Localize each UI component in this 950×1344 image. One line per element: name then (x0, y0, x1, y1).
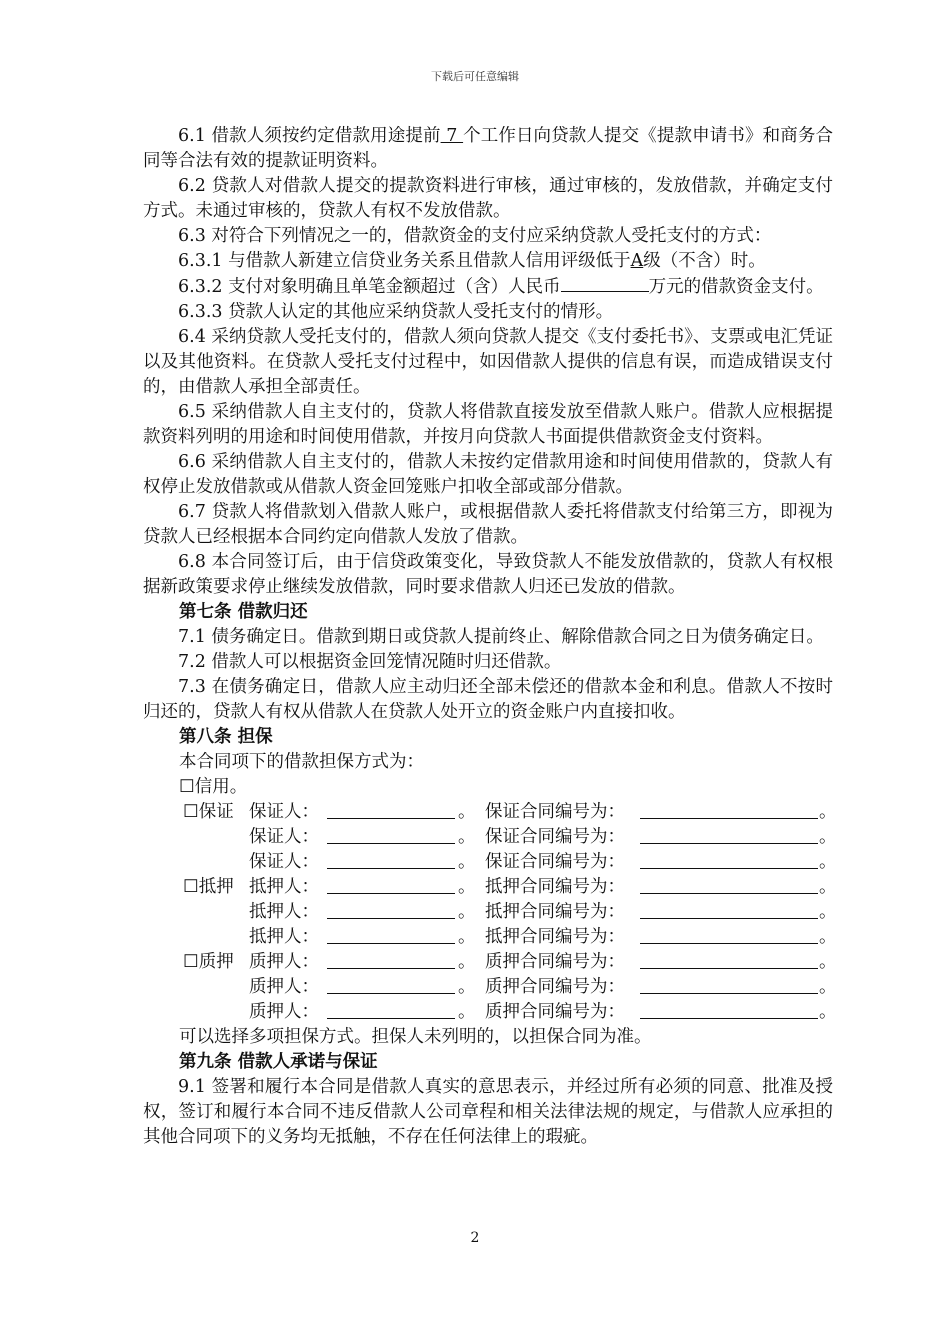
clause-text: 6.1 借款人须按约定借款用途提前 (178, 126, 441, 146)
guarantee-row (143, 1000, 837, 1025)
end-mark: 。 (819, 902, 837, 922)
contract-blank (640, 875, 818, 894)
article-9-heading: 第九条 借款人承诺与保证 (179, 1052, 378, 1072)
party-blank (327, 825, 455, 844)
party-label: 保证人： (249, 802, 319, 822)
guarantee-row (143, 800, 837, 825)
end-mark: 。 (819, 977, 837, 997)
end-mark: 。 (458, 1002, 476, 1022)
guarantee-type: ☐保证 (183, 802, 234, 822)
clause-7-2: 7.2 借款人可以根据资金回笼情况随时归还借款。 (178, 652, 562, 672)
guarantee-type: ☐抵押 (183, 877, 234, 897)
clause-6-7: 6.7 贷款人将借款划入借款人账户，或根据借款人委托将借款支付给第三方，即视为贷款人已经根据本合同约定向借款人发放了借款。 (143, 502, 833, 547)
amount-blank (561, 274, 649, 292)
contract-label: 保证合同编号为： (485, 802, 625, 822)
end-mark: 。 (458, 877, 476, 897)
article-8-heading: 第八条 担保 (179, 727, 273, 747)
header-note: 下载后可任意编辑 (431, 70, 519, 83)
contract-blank (640, 900, 818, 919)
party-blank (327, 925, 455, 944)
clause-text: 级（不含）时。 (643, 251, 766, 271)
clause-text: 万元的借款资金支付。 (648, 277, 824, 297)
party-blank (327, 875, 455, 894)
clause-6-1 (143, 124, 833, 174)
party-label: 质押人： (249, 977, 319, 997)
document-body (143, 124, 837, 1150)
end-mark: 。 (458, 977, 476, 997)
party-label: 抵押人： (249, 927, 319, 947)
contract-label: 质押合同编号为： (485, 977, 625, 997)
clause-text: 6.3.1 与借款人新建立信贷业务关系且借款人信用评级低于 (178, 251, 631, 271)
guarantee-row (143, 900, 837, 925)
end-mark: 。 (458, 827, 476, 847)
article-7-heading: 第七条 借款归还 (179, 602, 308, 622)
contract-blank (640, 1000, 818, 1019)
party-blank (327, 1000, 455, 1019)
clause-6-5: 6.5 采纳借款人自主支付的，贷款人将借款直接发放至借款人账户。借款人应根据提款资料列明的用途和时间使用借款，并按月向贷款人书面提供借款资金支付资料。 (143, 402, 833, 447)
party-blank (327, 975, 455, 994)
end-mark: 。 (819, 827, 837, 847)
contract-label: 抵押合同编号为： (485, 902, 625, 922)
end-mark: 。 (458, 802, 476, 822)
guarantee-row (143, 875, 837, 900)
end-mark: 。 (819, 852, 837, 872)
clause-6-8: 6.8 本合同签订后，由于信贷政策变化，导致贷款人不能发放借款的，贷款人有权根据新政策要求停止继续发放借款，同时要求借款人归还已发放的借款。 (143, 552, 833, 597)
clause-6-2: 6.2 贷款人对借款人提交的提款资料进行审核，通过审核的，发放借款，并确定支付方式。未通过审核的，贷款人有权不发放借款。 (143, 176, 833, 221)
clause-text: 6.3.2 支付对象明确且单笔金额超过（含）人民币 (178, 277, 561, 297)
end-mark: 。 (458, 952, 476, 972)
party-label: 抵押人： (249, 902, 319, 922)
credit-option: ☐信用。 (179, 777, 248, 797)
credit-grade-value: A (630, 251, 644, 271)
guarantee-type: ☐质押 (183, 952, 234, 972)
end-mark: 。 (458, 852, 476, 872)
contract-label: 抵押合同编号为： (485, 927, 625, 947)
days-value: 7 (440, 126, 464, 146)
contract-label: 保证合同编号为： (485, 827, 625, 847)
end-mark: 。 (819, 1002, 837, 1022)
guarantee-row (143, 975, 837, 1000)
party-blank (327, 800, 455, 819)
contract-blank (640, 950, 818, 969)
end-mark: 。 (458, 927, 476, 947)
guarantee-table (143, 800, 837, 1025)
clause-7-3: 7.3 在债务确定日，借款人应主动归还全部未偿还的借款本金和利息。借款人不按时归还的，贷款人有权从借款人在贷款人处开立的资金账户内直接扣收。 (143, 677, 833, 722)
clause-text: 个工作日向贷款人提交《提款申请书》和商务合同等合法有效的提款证明资料。 (143, 126, 833, 171)
guarantee-row (143, 850, 837, 875)
clause-6-3-3: 6.3.3 贷款人认定的其他应采纳贷款人受托支付的情形。 (178, 302, 614, 322)
party-blank (327, 850, 455, 869)
party-label: 保证人： (249, 852, 319, 872)
clause-6-4: 6.4 采纳贷款人受托支付的，借款人须向贷款人提交《支付委托书》、支票或电汇凭证以及其他资料。在贷款人受托支付过程中，如因借款人提供的信息有误，而造成错误支付的，由借款人承担全部责任。 (143, 327, 833, 397)
party-label: 质押人： (249, 952, 319, 972)
clause-6-3-1 (143, 249, 833, 274)
clause-9-1: 9.1 签署和履行本合同是借款人真实的意思表示，并经过所有必须的同意、批准及授权，签订和履行本合同不违反借款人公司章程和相关法律法规的规定，与借款人应承担的其他合同项下的义务均无抵触，不存在任何法律上的瑕疵。 (143, 1077, 833, 1147)
end-mark: 。 (819, 952, 837, 972)
party-blank (327, 900, 455, 919)
guarantee-row (143, 950, 837, 975)
guarantee-intro: 本合同项下的借款担保方式为： (179, 752, 424, 772)
contract-blank (640, 825, 818, 844)
end-mark: 。 (819, 802, 837, 822)
party-label: 保证人： (249, 827, 319, 847)
contract-blank (640, 975, 818, 994)
end-mark: 。 (819, 877, 837, 897)
guarantee-row (143, 825, 837, 850)
clause-6-3-2 (143, 274, 833, 300)
contract-label: 质押合同编号为： (485, 952, 625, 972)
party-label: 质押人： (249, 1002, 319, 1022)
end-mark: 。 (819, 927, 837, 947)
clause-6-3: 6.3 对符合下列情况之一的，借款资金的支付应采纳贷款人受托支付的方式： (178, 226, 772, 246)
guarantee-row (143, 925, 837, 950)
party-blank (327, 950, 455, 969)
clause-7-1: 7.1 债务确定日。借款到期日或贷款人提前终止、解除借款合同之日为债务确定日。 (178, 627, 824, 647)
contract-blank (640, 925, 818, 944)
clause-6-6: 6.6 采纳借款人自主支付的，借款人未按约定借款用途和时间使用借款的，贷款人有权停止发放借款或从借款人资金回笼账户扣收全部或部分借款。 (143, 452, 833, 497)
contract-blank (640, 850, 818, 869)
contract-label: 质押合同编号为： (485, 1002, 625, 1022)
contract-label: 抵押合同编号为： (485, 877, 625, 897)
contract-blank (640, 800, 818, 819)
contract-label: 保证合同编号为： (485, 852, 625, 872)
guarantee-note: 可以选择多项担保方式。担保人未列明的，以担保合同为准。 (179, 1027, 652, 1047)
end-mark: 。 (458, 902, 476, 922)
page-number: 2 (470, 1230, 480, 1246)
party-label: 抵押人： (249, 877, 319, 897)
